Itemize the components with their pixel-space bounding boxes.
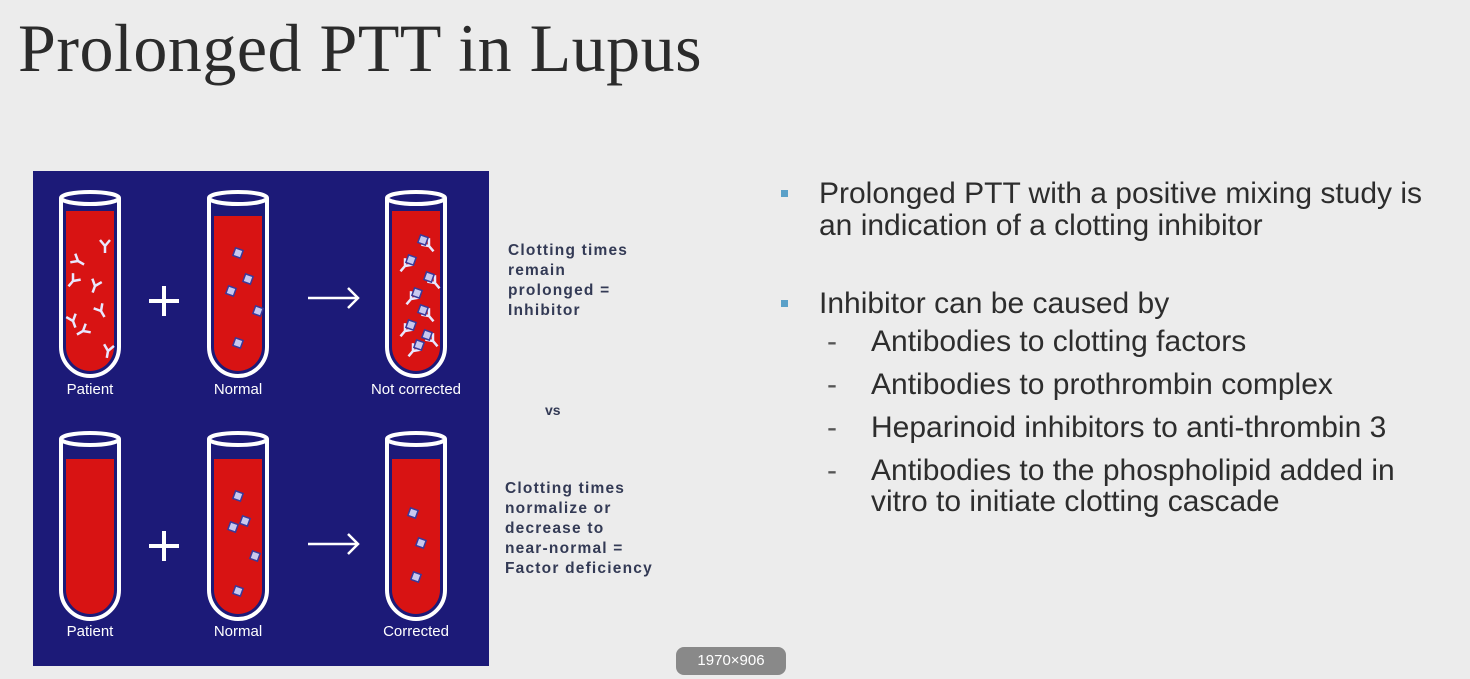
bullet-item [778, 178, 1458, 242]
note-line: prolonged = [508, 282, 611, 299]
tube-corrected-blood [392, 459, 440, 614]
dash-icon: - [827, 325, 837, 358]
note-inhibitor [508, 241, 628, 321]
bound-factor-particle [424, 272, 434, 282]
bullet-list [778, 178, 1458, 529]
sub-bullet-list [819, 326, 1458, 517]
tube-label-normal-top: Normal [213, 381, 263, 398]
dash-icon: - [827, 454, 837, 487]
factor-particle [408, 508, 418, 518]
dash-icon: - [827, 368, 837, 401]
tube-label-patient-top: Patient [66, 381, 114, 398]
factor-particle [226, 286, 236, 296]
sub-bullet-text: Antibodies to the phospholipid added in vitro to initiate clotting cascade [871, 454, 1395, 518]
note-line: Factor deficiency [505, 560, 653, 577]
bound-factor-particle [414, 340, 424, 350]
sub-bullet-item [819, 369, 1458, 400]
factor-particle [416, 538, 426, 548]
bound-factor-particle [406, 255, 416, 265]
bullet-text: Inhibitor can be caused by [819, 287, 1170, 320]
factor-particle [233, 248, 243, 258]
note-line: Clotting times [505, 480, 626, 497]
note-line: Inhibitor [508, 302, 581, 319]
image-size-badge: 1970×906 [676, 647, 786, 675]
sub-bullet-item [819, 455, 1458, 517]
bound-factor-particle [418, 235, 428, 245]
bullet-text: Prolonged PTT with a positive mixing study is an indication of a clotting inhibitor [819, 177, 1423, 242]
sub-bullet-item [819, 326, 1458, 357]
factor-particle [240, 516, 250, 526]
note-line: Clotting times [508, 242, 629, 259]
mixing-study-figure [33, 171, 489, 666]
note-line: near-normal = [505, 540, 624, 557]
square-bullet-icon [781, 300, 788, 307]
factor-particle [411, 572, 421, 582]
vs-label: vs [545, 402, 561, 418]
bound-factor-particle [418, 305, 428, 315]
factor-particle [253, 306, 263, 316]
factor-particle [233, 338, 243, 348]
bound-factor-particle [412, 288, 422, 298]
bullet-item [778, 288, 1458, 517]
sub-bullet-item [819, 412, 1458, 443]
note-line: normalize or [505, 500, 612, 517]
tube-normal-top-rim [209, 192, 267, 204]
factor-particle [250, 551, 260, 561]
sub-bullet-text: Heparinoid inhibitors to anti-thrombin 3 [871, 411, 1387, 444]
square-bullet-icon [781, 190, 788, 197]
tube-patient-bottom-rim [61, 433, 119, 445]
tube-corrected-rim [387, 433, 445, 445]
sub-bullet-text: Antibodies to clotting factors [871, 325, 1247, 358]
slide-title: Prolonged PTT in Lupus [18, 10, 703, 86]
mixing-study-diagram [33, 171, 489, 666]
note-line: remain [508, 262, 567, 279]
tube-not-corrected-rim [387, 192, 445, 204]
tube-label-not-corrected: Not corrected [370, 381, 462, 398]
tube-label-patient-bottom: Patient [66, 623, 114, 640]
note-line: decrease to [505, 520, 605, 537]
factor-particle [233, 491, 243, 501]
dash-icon: - [827, 411, 837, 444]
bound-factor-particle [406, 320, 416, 330]
sub-bullet-text: Antibodies to prothrombin complex [871, 368, 1333, 401]
tube-patient-bottom-blood [66, 459, 114, 614]
note-factor-deficiency [505, 479, 653, 579]
tube-patient-top-rim [61, 192, 119, 204]
bound-factor-particle [422, 330, 432, 340]
factor-particle [228, 522, 238, 532]
tube-label-normal-bottom: Normal [213, 623, 263, 640]
tube-normal-bottom-rim [209, 433, 267, 445]
factor-particle [243, 274, 253, 284]
tube-label-corrected: Corrected [383, 623, 449, 640]
factor-particle [233, 586, 243, 596]
